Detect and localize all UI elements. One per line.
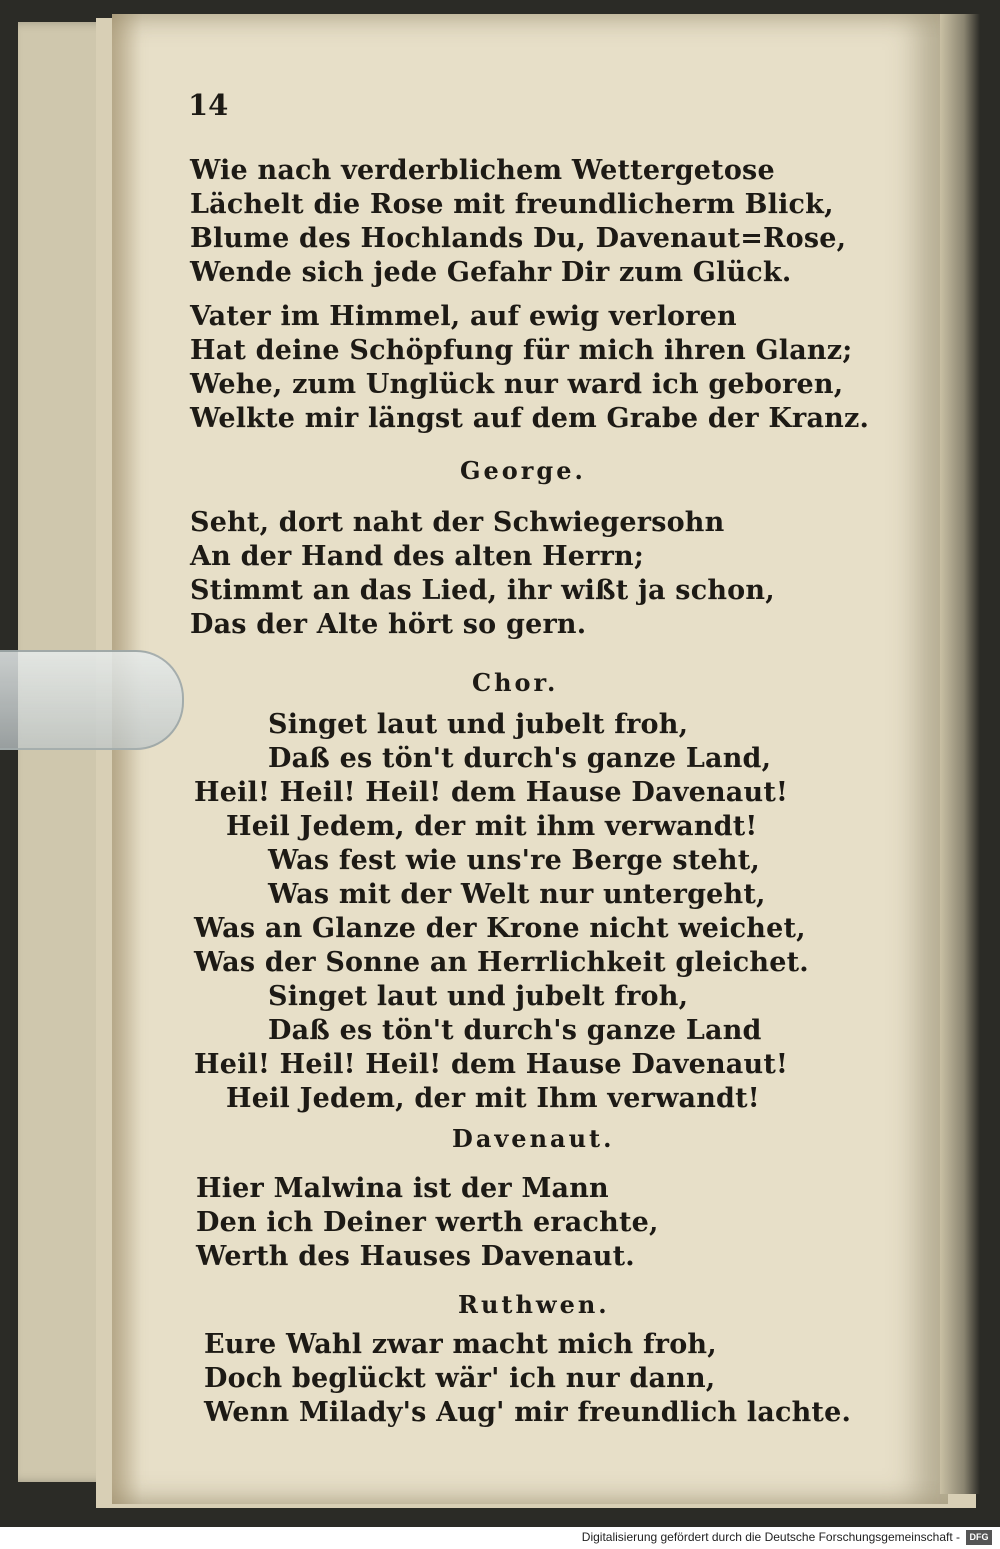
- spine-fold: [112, 14, 142, 1504]
- verse-line: Daß es tön't durch's ganze Land: [268, 1015, 762, 1046]
- verse-line: Stimmt an das Lied, ihr wißt ja schon,: [190, 575, 775, 606]
- verse-line: Wehe, zum Unglück nur ward ich geboren,: [190, 369, 844, 400]
- verse-line: Eure Wahl zwar macht mich froh,: [204, 1329, 717, 1360]
- verse-line: Wie nach verderblichem Wettergetose: [190, 155, 775, 186]
- verse-line: An der Hand des alten Herrn;: [190, 541, 645, 572]
- verse-line: Lächelt die Rose mit freundlicherm Blick,: [190, 189, 834, 220]
- footer-bar: [0, 1527, 1000, 1549]
- verse-line: Den ich Deiner werth erachte,: [196, 1207, 659, 1238]
- verse-line: Welkte mir längst auf dem Grabe der Kranz.: [190, 403, 870, 434]
- verse-line: Seht, dort naht der Schwiegersohn: [190, 507, 725, 538]
- page-edge: [940, 14, 980, 1494]
- speaker-name: Chor.: [472, 668, 559, 697]
- verse-line: Was an Glanze der Krone nicht weichet,: [194, 913, 806, 944]
- verse-line: Vater im Himmel, auf ewig verloren: [190, 301, 737, 332]
- verse-line: Heil Jedem, der mit Ihm verwandt!: [226, 1083, 760, 1114]
- footer-credit: Digitalisierung gefördert durch die Deutsche Forschungsgemeinschaft -: [581, 1530, 960, 1544]
- verse-line: Wenn Milady's Aug' mir freundlich lachte.: [204, 1397, 852, 1428]
- speaker-name: Davenaut.: [452, 1124, 615, 1153]
- verse-line: Heil! Heil! Heil! dem Hause Davenaut!: [194, 1049, 789, 1080]
- verse-line: Werth des Hauses Davenaut.: [196, 1241, 635, 1272]
- verse-line: Heil Jedem, der mit ihm verwandt!: [226, 811, 758, 842]
- verse-line: Heil! Heil! Heil! dem Hause Davenaut!: [194, 777, 789, 808]
- verse-line: Singet laut und jubelt froh,: [268, 709, 689, 740]
- verse-line: Daß es tön't durch's ganze Land,: [268, 743, 772, 774]
- verse-line: Hat deine Schöpfung für mich ihren Glanz;: [190, 335, 853, 366]
- speaker-name: Ruthwen.: [458, 1290, 610, 1319]
- verse-line: Was mit der Welt nur untergeht,: [268, 879, 766, 910]
- verse-line: Das der Alte hört so gern.: [190, 609, 587, 640]
- dfg-logo: DFG: [966, 1530, 992, 1545]
- verse-line: Singet laut und jubelt froh,: [268, 981, 689, 1012]
- verse-line: Wende sich jede Gefahr Dir zum Glück.: [190, 257, 792, 288]
- verse-line: Hier Malwina ist der Mann: [196, 1173, 609, 1204]
- verse-line: Doch beglückt wär' ich nur dann,: [204, 1363, 716, 1394]
- verse-line: Was der Sonne an Herrlichkeit gleichet.: [194, 947, 809, 978]
- verse-line: Blume des Hochlands Du, Davenaut=Rose,: [190, 223, 847, 254]
- verse-line: Was fest wie uns're Berge steht,: [268, 845, 760, 876]
- speaker-name: George.: [460, 456, 586, 485]
- page-clip: [0, 650, 184, 750]
- page-number: 14: [188, 88, 229, 122]
